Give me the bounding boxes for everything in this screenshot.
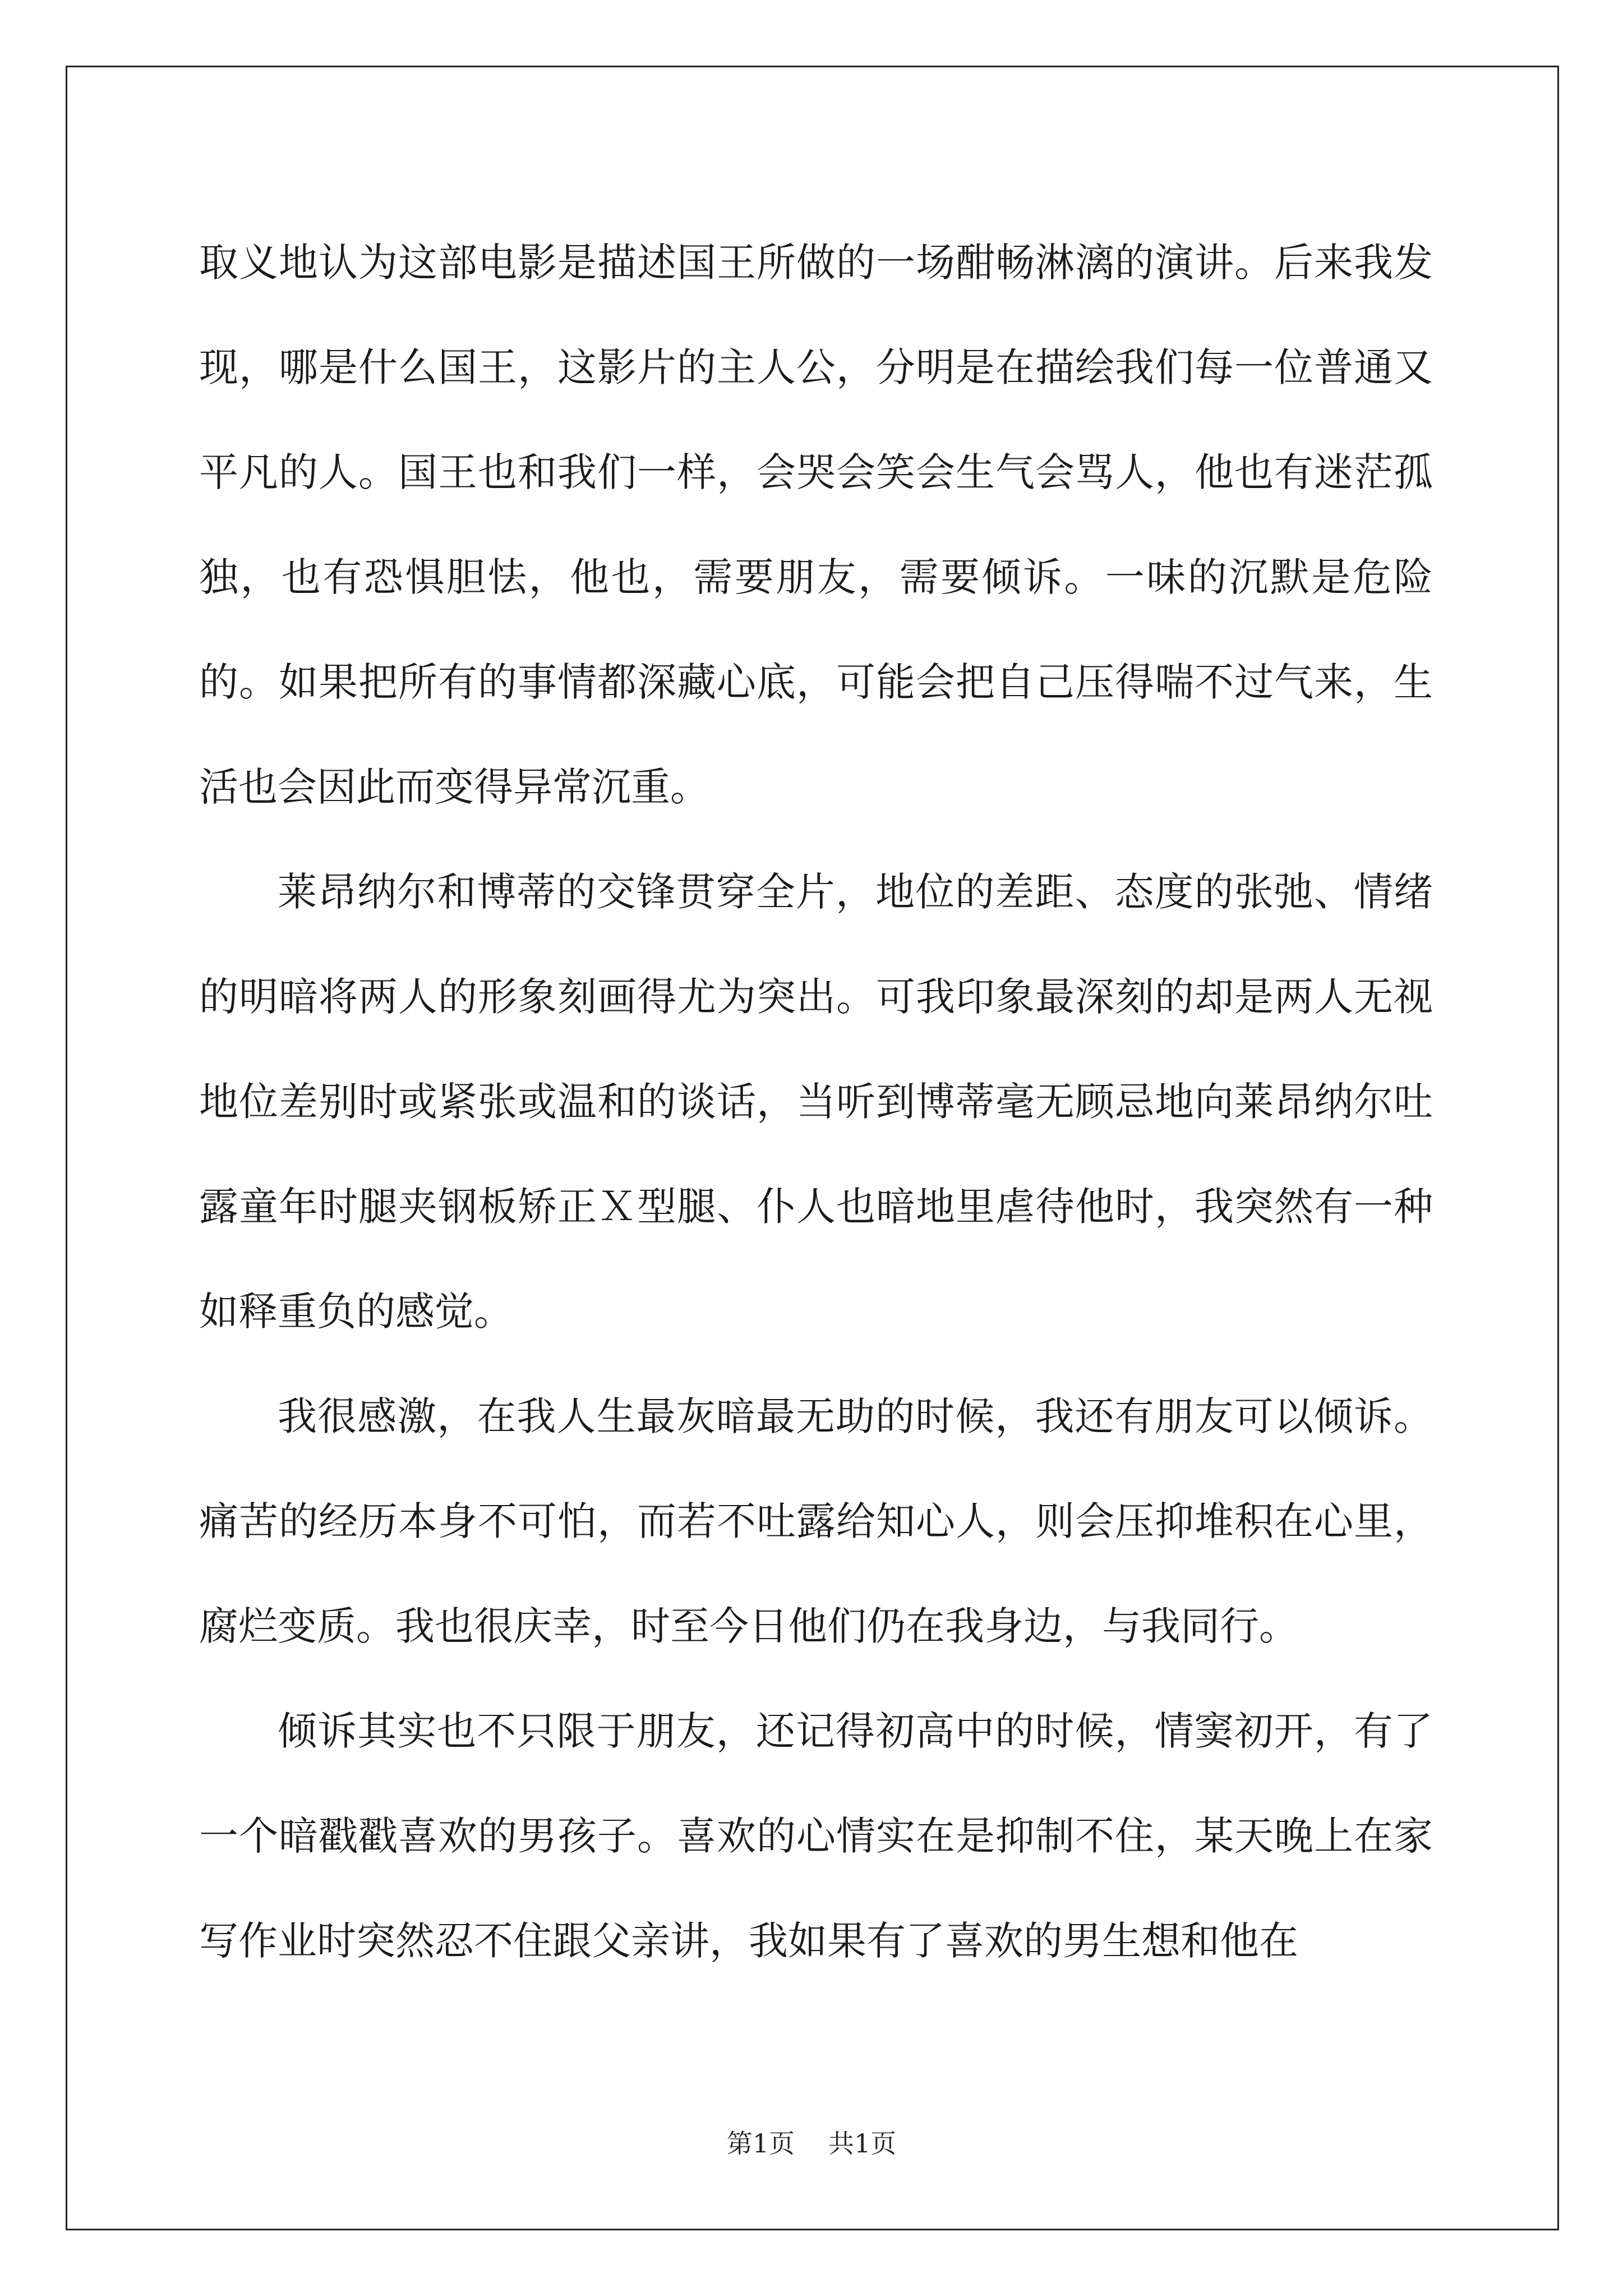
paragraph-1: 取义地认为这部电影是描述国王所做的一场酣畅淋漓的演讲。后来我发现，哪是什么国王，这影片的主人公，分明是在描绘我们每一位普通又平凡的人。国王也和我们一样，会哭会笑会生气会骂人，他也有迷茫孤独，也有恐惧胆怯，他也，需要朋友，需要倾诉。一味的沉默是危险的。如果把所有的事情都深藏心底，可能会把自己压得喘不过气来，生活也会因此而变得异常沉重。 bbox=[199, 240, 1433, 810]
paragraph-4: 倾诉其实也不只限于朋友，还记得初高中的时候，情窦初开，有了一个暗戳戳喜欢的男孩子。喜欢的心情实在是抑制不住，某天晚上在家写作业时突然忍不住跟父亲讲，我如果有了喜欢的男生想和他在 bbox=[199, 1708, 1433, 1964]
paragraph-3: 我很感激，在我人生最灰暗最无助的时候，我还有朋友可以倾诉。痛苦的经历本身不可怕，而若不吐露给知心人，则会压抑堆积在心里，腐烂变质。我也很庆幸，时至今日他们仍在我身边，与我同行。 bbox=[199, 1393, 1433, 1649]
document-body bbox=[199, 210, 1433, 1994]
paragraph-2: 莱昂纳尔和博蒂的交锋贯穿全片，地位的差距、态度的张弛、情绪的明暗将两人的形象刻画得尤为突出。可我印象最深刻的却是两人无视地位差别时或紧张或温和的谈话，当听到博蒂毫无顾忌地向莱昂纳尔吐露童年时腿夹钢板矫正Ｘ型腿、仆人也暗地里虐待他时，我突然有一种如释重负的感觉。 bbox=[199, 869, 1433, 1335]
page-footer bbox=[0, 2123, 1623, 2160]
page-number-current: 第1页 bbox=[726, 2128, 795, 2159]
page-number-total: 共1页 bbox=[828, 2128, 897, 2159]
